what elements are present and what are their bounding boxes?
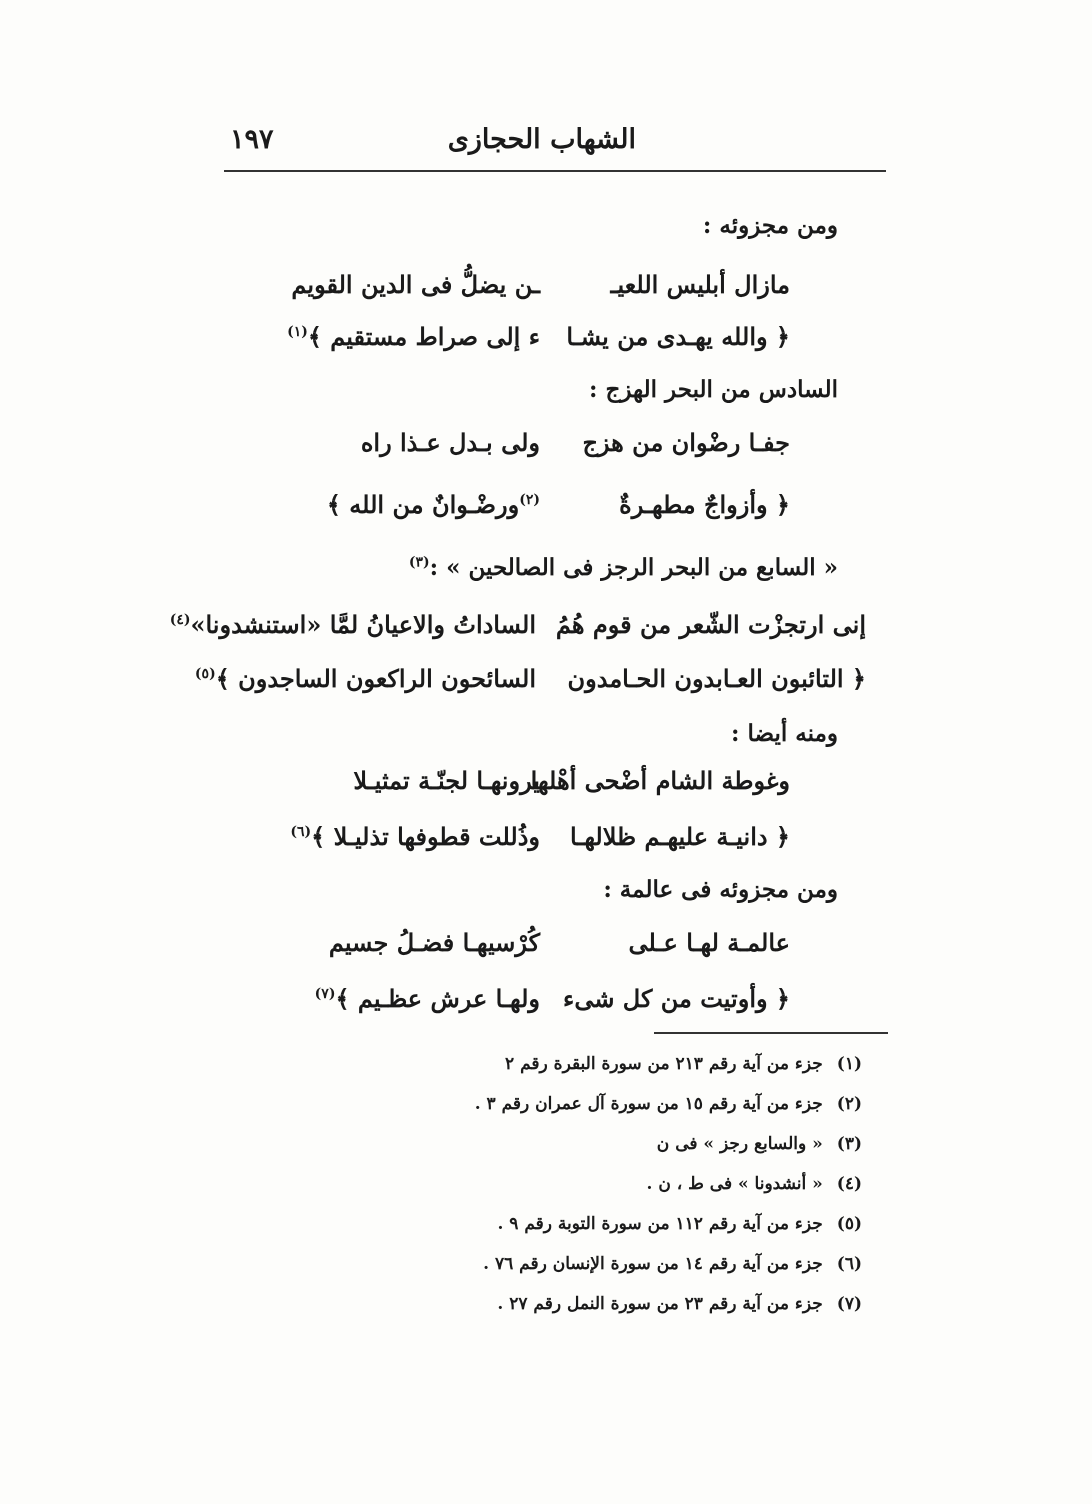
verse-line: [291, 270, 790, 314]
verse-first-hemistich: وغوطة الشام أضْحى أهْلها: [530, 766, 790, 795]
footnote-text: جزء من آية رقم ١٤ من سورة الإنسان رقم ٧٦ .: [483, 1254, 823, 1274]
footnote: [497, 1214, 862, 1234]
section-intro: السادس من البحر الهزج :: [588, 376, 838, 403]
footnote-marker: (١): [287, 324, 308, 340]
verse-first-hemistich: ﴿ التائبون العـابدون الحـامدون: [567, 664, 866, 693]
verse-text: الساداتُ والاعيانُ لمَّا «استنشدونا»: [190, 610, 536, 639]
footnote-number: (٢): [836, 1094, 862, 1114]
footnote-number: (١): [836, 1054, 862, 1074]
section-intro: ومن مجزوئه :: [702, 212, 838, 239]
verse-first-hemistich: إنى ارتجزْت الشّعر من قوم هُمُ: [555, 610, 866, 639]
verse-line: [194, 664, 866, 708]
footnote-marker: (٦): [290, 824, 312, 840]
footnote-text: « والسابع رجز » فى ن: [656, 1134, 823, 1154]
section-intro-text: « السابع من البحر الرجز فى الصالحين » :: [429, 554, 838, 581]
verse-line: [320, 928, 790, 972]
verse-first-hemistich: جفـا رضْوان من هزج: [582, 428, 790, 457]
footnote-number: (٧): [836, 1294, 862, 1314]
verse-line: [290, 822, 790, 866]
verse-first-hemistich: عالمـة لهـا عـلى: [628, 928, 790, 957]
footnote: [657, 1134, 862, 1154]
footnote-marker: (٣): [408, 554, 430, 571]
footnote-marker: (٤): [169, 612, 191, 628]
page-number: ١٩٧: [230, 124, 274, 155]
footnote-marker: (٧): [314, 986, 336, 1002]
verse-text: السائحون الراكعون الساجدون ﴾: [215, 664, 536, 693]
verse-second-hemistich: ولى بـدل عـذا راه: [360, 428, 540, 457]
verse-second-hemistich: [327, 490, 540, 519]
footnote-divider: [654, 1032, 888, 1034]
footnote-text: جزء من آية رقم ٢٣ من سورة النمل رقم ٢٧ .: [497, 1294, 823, 1314]
verse-text: ورضْـوانٌ من الله ﴾: [326, 490, 520, 519]
verse-second-hemistich: كُرْسيهـا فضـلُ جسيم: [328, 928, 540, 957]
footnote-number: (٥): [836, 1214, 862, 1234]
footnote-number: (٣): [836, 1134, 862, 1154]
section-intro: [409, 554, 838, 581]
verse-first-hemistich: مازال أبليس اللعيـ: [610, 270, 790, 299]
verse-first-hemistich: ﴿ دانيـة عليهـم ظلالهـا: [569, 822, 790, 851]
footnote: [497, 1294, 862, 1314]
verse-first-hemistich: ﴿ وأزواجٌ مطهـرةٌ: [619, 490, 790, 519]
verse-second-hemistich: يرونهـا لجنّـة تمثيـلا: [353, 766, 540, 795]
footnote-text: جزء من آية رقم ٢١٣ من سورة البقرة رقم ٢: [505, 1054, 823, 1074]
verse-text: ولهـا عرش عظـيم ﴾: [335, 984, 540, 1013]
verse-line: [320, 428, 790, 472]
footnote-number: (٤): [836, 1174, 862, 1194]
verse-first-hemistich: ﴿ والله يهـدى من يشـا: [566, 322, 790, 351]
footnote: [475, 1094, 862, 1114]
footnote-text: جزء من آية رقم ١٥ من سورة آل عمران رقم ٣ .: [474, 1094, 823, 1114]
section-intro: ومنه أيضا :: [731, 720, 838, 747]
footnote: [505, 1054, 862, 1074]
footnote-text: جزء من آية رقم ١١٢ من سورة التوبة رقم ٩ .: [497, 1214, 823, 1234]
footnote-text: « أنشدونا » فى ط ، ن .: [646, 1174, 823, 1194]
verse-line: [320, 490, 790, 534]
verse-line: [287, 322, 790, 366]
verse-line: [169, 610, 866, 654]
verse-line: [314, 984, 790, 1028]
footnote: [647, 1174, 863, 1194]
verse-text: ء إلى صراط مستقيم ﴾: [307, 322, 540, 351]
running-header: [222, 118, 888, 166]
section-intro: ومن مجزوئه فى عالمة :: [603, 876, 838, 903]
verse-second-hemistich: [170, 610, 536, 639]
verse-second-hemistich: ـن يضلُّ فى الدين القويم: [291, 270, 540, 299]
footnote: [483, 1254, 862, 1274]
verse-second-hemistich: [195, 664, 536, 693]
verse-second-hemistich: [290, 822, 540, 851]
footnote-number: (٦): [836, 1254, 862, 1274]
verse-text: وذُللت قطوفها تذليـلا ﴾: [311, 822, 540, 851]
running-title: الشهاب الحجازى: [447, 124, 636, 155]
footnote-marker: (٢): [519, 492, 540, 508]
verse-line: [320, 766, 790, 810]
footnote-marker: (٥): [194, 666, 216, 682]
verse-second-hemistich: [315, 984, 540, 1013]
verse-second-hemistich: [287, 322, 540, 351]
header-divider: [224, 170, 886, 172]
verse-first-hemistich: ﴿ وأوتيت من كل شىء: [563, 984, 790, 1013]
